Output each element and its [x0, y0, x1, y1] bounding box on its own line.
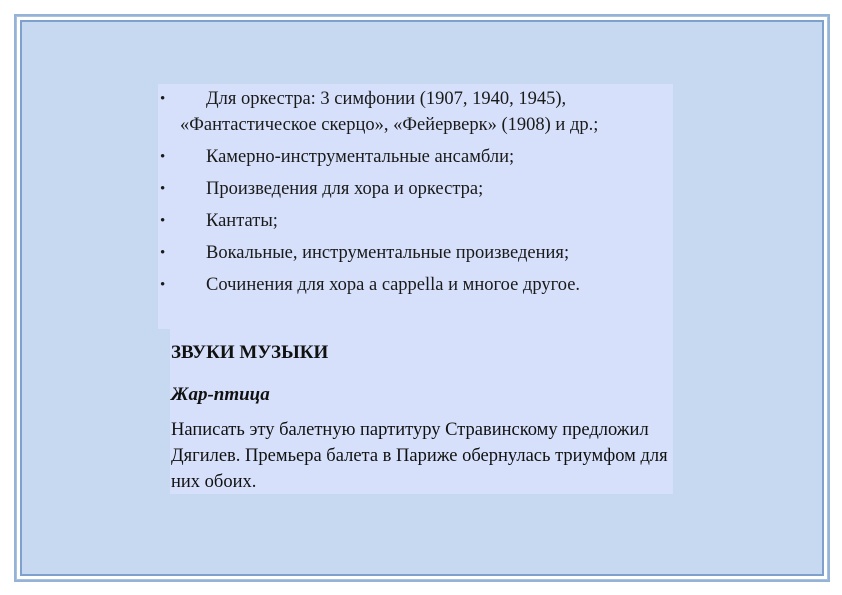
list-item-text: Произведения для хора и оркестра; [206, 179, 484, 199]
section-title: ЗВУКИ МУЗЫКИ [171, 342, 329, 363]
bullet-icon: • [160, 213, 166, 229]
bullet-icon: • [160, 149, 166, 165]
works-list [158, 86, 678, 304]
list-item [158, 208, 678, 234]
list-item [158, 144, 678, 170]
list-item [158, 272, 678, 298]
list-item-text: Для оркестра: 3 симфонии (1907, 1940, 1945), «Фантастическое скерцо», «Фейерверк» (1908) и др.; [180, 89, 599, 135]
list-item [158, 176, 678, 202]
list-item-text: Сочинения для хора a cappella и многое другое. [206, 275, 581, 295]
bullet-icon: • [160, 245, 166, 261]
list-item-text: Кантаты; [206, 211, 278, 231]
list-item-text: Камерно-инструментальные ансамбли; [206, 147, 515, 167]
subtitle: Жар-птица [171, 384, 270, 405]
list-item [158, 86, 678, 138]
bullet-icon: • [160, 277, 166, 293]
bullet-icon: • [160, 181, 166, 197]
list-item-text: Вокальные, инструментальные произведения; [206, 243, 570, 263]
list-item [158, 240, 678, 266]
bullet-icon: • [160, 91, 166, 107]
description-paragraph: Написать эту балетную партитуру Стравинскому предложил Дягилев. Премьера балета в Париже обернулась триумфом для них обоих. [171, 420, 668, 492]
